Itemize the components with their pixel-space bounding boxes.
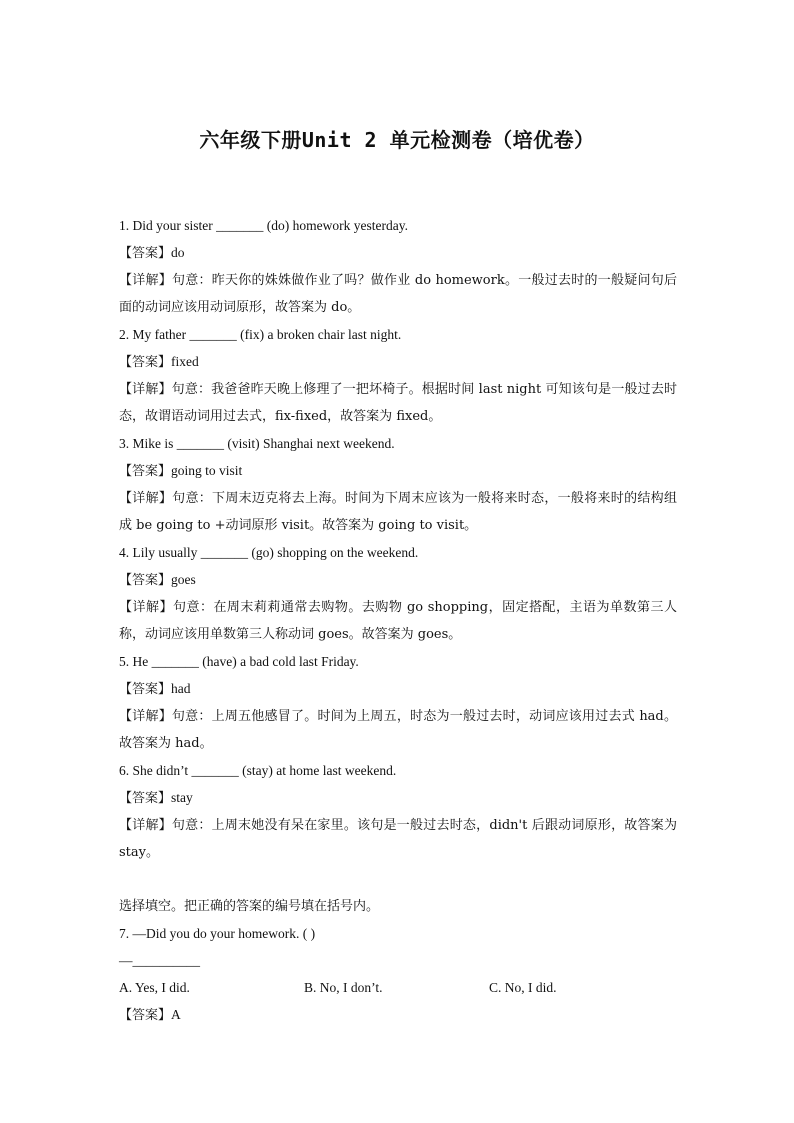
answer-tag: 【答案】 — [119, 1008, 172, 1023]
answer-5 — [119, 675, 677, 703]
section-instruction: 选择填空。把正确的答案的编号填在括号内。 — [119, 899, 380, 914]
answer-3-value: going to visit — [171, 463, 243, 478]
question-7: 7. —Did you do your homework. ( ) — [119, 926, 316, 941]
detail-tag: 【详解】 — [119, 709, 172, 724]
answer-4 — [119, 566, 677, 594]
question-5: 5. He _______ (have) a bad cold last Friday. — [119, 654, 359, 669]
option-a: A. Yes, I did. — [119, 980, 190, 995]
detail-5-text: 句意：上周五他感冒了。时间为上周五，时态为一般过去时，动词应该用过去式 had。故答案为 had。 — [119, 709, 677, 751]
detail-6 — [119, 812, 677, 866]
question-2: 2. My father _______ (fix) a broken chair last night. — [119, 327, 402, 342]
answer-7-value: A — [171, 1007, 181, 1022]
detail-5 — [119, 703, 677, 757]
detail-tag: 【详解】 — [119, 818, 172, 833]
question-7-options — [119, 974, 677, 1001]
option-b: B. No, I don’t. — [304, 980, 383, 995]
question-3: 3. Mike is _______ (visit) Shanghai next weekend. — [119, 436, 395, 451]
answer-tag: 【答案】 — [119, 464, 172, 479]
detail-tag: 【详解】 — [119, 382, 172, 397]
detail-4-text: 句意：在周末莉莉通常去购物。去购物 go shopping，固定搭配，主语为单数第三人称，动词应该用单数第三人称动词 goes。故答案为 goes。 — [119, 600, 677, 642]
question-4: 4. Lily usually _______ (go) shopping on the weekend. — [119, 545, 419, 560]
answer-2-value: fixed — [171, 354, 199, 369]
answer-7 — [119, 1001, 677, 1029]
answer-tag: 【答案】 — [119, 246, 172, 261]
answer-6 — [119, 784, 677, 812]
section-gap — [119, 866, 677, 893]
answer-5-value: had — [171, 681, 191, 696]
question-1: 1. Did your sister _______ (do) homework yesterday. — [119, 218, 408, 233]
worksheet-body — [119, 212, 677, 1029]
question-6: 6. She didn’t _______ (stay) at home last weekend. — [119, 763, 397, 778]
answer-tag: 【答案】 — [119, 573, 172, 588]
detail-1 — [119, 267, 677, 321]
answer-1 — [119, 239, 677, 267]
answer-tag: 【答案】 — [119, 355, 172, 370]
detail-4 — [119, 594, 677, 648]
answer-tag: 【答案】 — [119, 791, 172, 806]
answer-6-value: stay — [171, 790, 193, 805]
detail-2 — [119, 376, 677, 430]
detail-tag: 【详解】 — [119, 600, 173, 615]
detail-tag: 【详解】 — [119, 273, 173, 288]
detail-6-text: 句意：上周末她没有呆在家里。该句是一般过去时态，didn't 后跟动词原形，故答案为 stay。 — [119, 818, 677, 860]
answer-3 — [119, 457, 677, 485]
answer-1-value: do — [171, 245, 185, 260]
option-c: C. No, I did. — [489, 980, 557, 995]
answer-tag: 【答案】 — [119, 682, 172, 697]
detail-2-text: 句意：我爸爸昨天晚上修理了一把坏椅子。根据时间 last night 可知该句是一般过去时态，故谓语动词用过去式，fix-fixed，故答案为 fixed。 — [119, 382, 677, 424]
answer-2 — [119, 348, 677, 376]
page-title: 六年级下册Unit 2 单元检测卷（培优卷） — [199, 128, 595, 152]
detail-3 — [119, 485, 677, 539]
question-7-reply: —__________ — [119, 953, 200, 968]
detail-1-text: 句意：昨天你的姝姝做作业了吗？做作业 do homework。一般过去时的一般疑问句后面的动词应该用动词原形，故答案为 do。 — [119, 273, 677, 315]
detail-tag: 【详解】 — [119, 491, 173, 506]
detail-3-text: 句意：下周末迈克将去上海。时间为下周末应该为一般将来时态，一般将来时的结构组成 be going to +动词原形 visit。故答案为 going to visit。 — [119, 491, 677, 533]
answer-4-value: goes — [171, 572, 196, 587]
